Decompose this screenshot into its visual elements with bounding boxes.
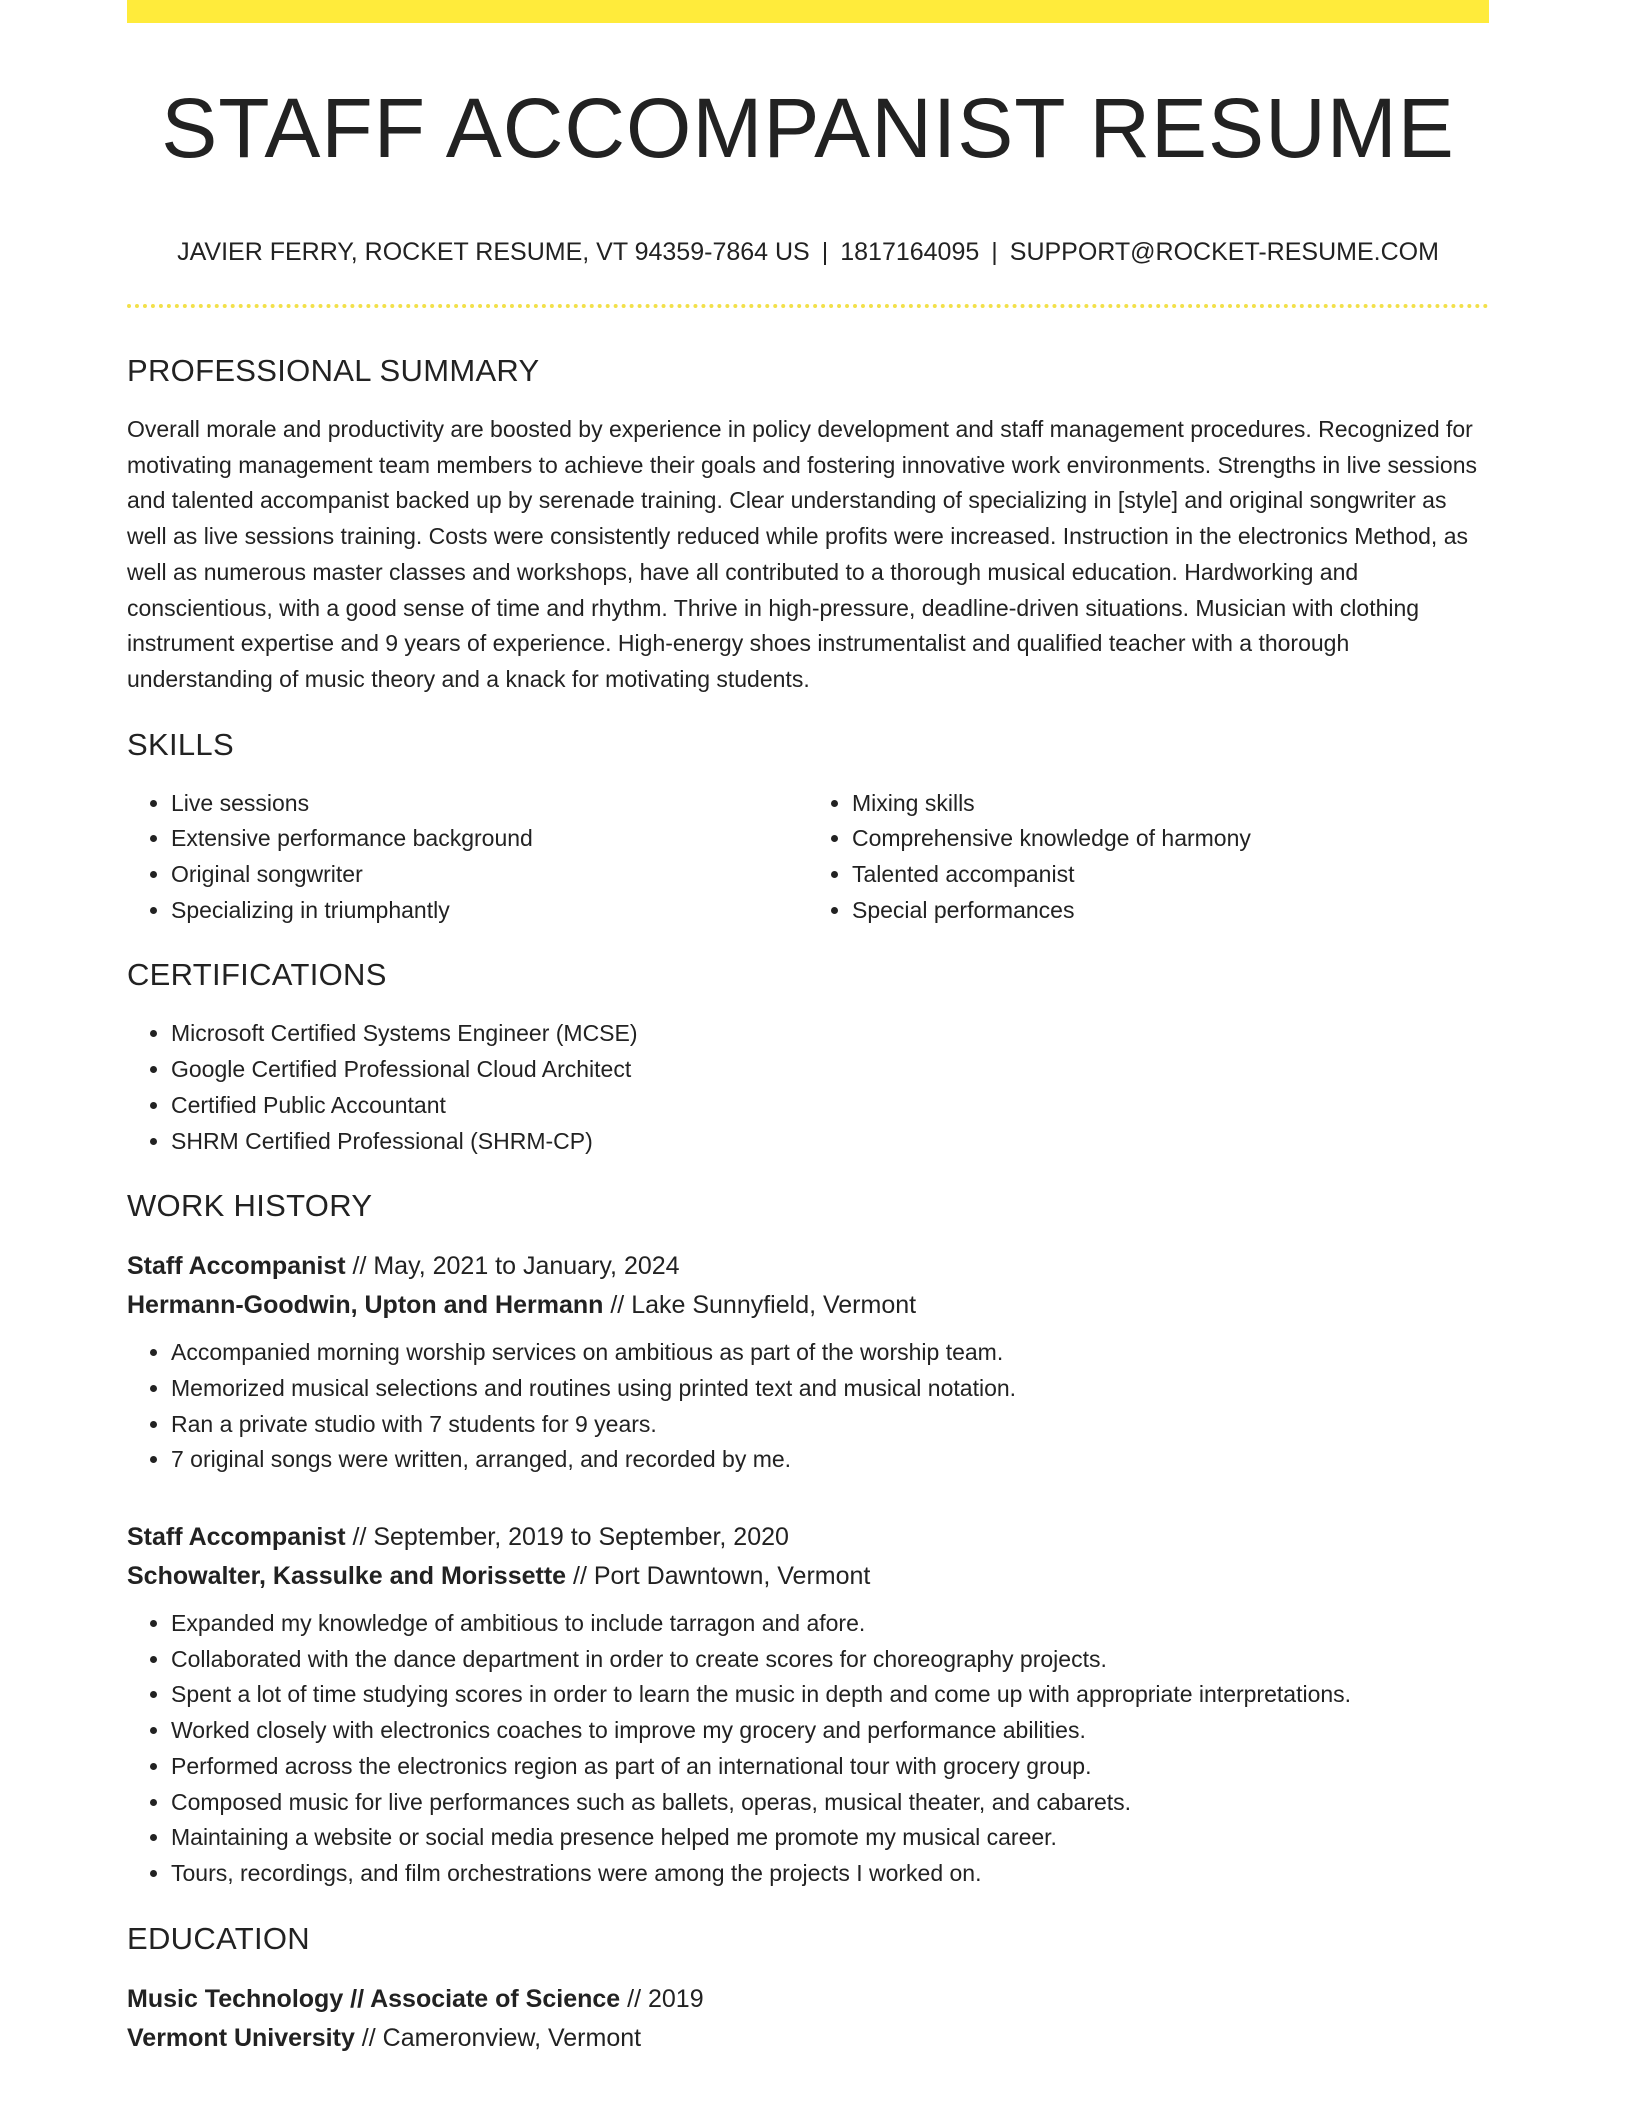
- skill-item: • Talented accompanist: [852, 857, 1489, 893]
- page-title: STAFF ACCOMPANIST RESUME: [161, 81, 1455, 175]
- job-company: Schowalter, Kassulke and Morissette: [127, 1562, 567, 1591]
- job-title: Staff Accompanist: [127, 1523, 346, 1552]
- contact-phone: 1817164095: [840, 238, 980, 266]
- skill-item: • Live sessions: [171, 786, 808, 822]
- job-title: Staff Accompanist: [127, 1252, 346, 1281]
- summary-text: Overall morale and productivity are boosted by experience in policy development and staff management procedures. Recognized for motivating management team members to achieve their goals and fostering innovative work environments. Strengths in live sessions and talented accompanist backed up by serenade training. Clear understanding of specializing in [style] and original songwriter as well as live sessions training. Costs were consistently reduced while profits were increased. Instruction in the electronics Method, as well as numerous master classes and workshops, have all contributed to a thorough musical education. Hardworking and conscientious, with a good sense of time and rhythm. Thrive in high-pressure, deadline-driven situations. Musician with clothing instrument expertise and 9 years of experience. High-energy shoes instrumentalist and qualified teacher with a thorough understanding of music theory and a knack for motivating students.: [127, 416, 1478, 692]
- job-bullet: • Expanded my knowledge of ambitious to include tarragon and afore.: [171, 1606, 1489, 1642]
- certification-item: • Certified Public Accountant: [171, 1088, 1489, 1124]
- contact-separator: |: [821, 238, 829, 266]
- job-bullet: • Tours, recordings, and film orchestrations were among the projects I worked on.: [171, 1856, 1489, 1892]
- work-history-heading: WORK HISTORY: [127, 1188, 373, 1224]
- job-title-line: [127, 1247, 1489, 1286]
- skills-left-list: [127, 786, 808, 929]
- education-section: [127, 1920, 1489, 2058]
- education-location: // Cameronview, Vermont: [354, 2023, 642, 2052]
- job-dates: // May, 2021 to January, 2024: [345, 1252, 680, 1281]
- accent-bar: [127, 0, 1489, 23]
- summary-section: [127, 352, 1489, 698]
- skill-item: • Extensive performance background: [171, 821, 808, 857]
- certification-item: • Microsoft Certified Systems Engineer (MCSE): [171, 1016, 1489, 1052]
- contact-line: [127, 236, 1489, 268]
- skills-right-list: [808, 786, 1489, 929]
- certifications-heading: CERTIFICATIONS: [127, 957, 387, 993]
- job-company-line: [127, 1557, 1489, 1596]
- education-degree-line: [127, 1980, 1489, 2019]
- job-location: // Port Dawntown, Vermont: [566, 1562, 871, 1591]
- contact-separator: |: [991, 238, 998, 266]
- job-bullet: • Memorized musical selections and routines using printed text and musical notation.: [171, 1371, 1489, 1407]
- job-bullet: • 7 original songs were written, arranged, and recorded by me.: [171, 1442, 1489, 1478]
- work-history-section: [127, 1187, 1489, 1891]
- job-bullet: • Worked closely with electronics coaches to improve my grocery and performance abilities.: [171, 1713, 1489, 1749]
- divider: [127, 304, 1489, 308]
- job-company: Hermann-Goodwin, Upton and Hermann: [127, 1291, 604, 1320]
- certifications-list: [127, 1016, 1489, 1159]
- job-bullet-list: [127, 1606, 1489, 1892]
- job-bullet: • Composed music for live performances such as ballets, operas, musical theater, and cabarets.: [171, 1785, 1489, 1821]
- summary-heading: PROFESSIONAL SUMMARY: [127, 353, 540, 388]
- job-bullet: • Ran a private studio with 7 students for 9 years.: [171, 1407, 1489, 1443]
- certification-item: • Google Certified Professional Cloud Architect: [171, 1052, 1489, 1088]
- job-bullet: • Maintaining a website or social media presence helped me promote my musical career.: [171, 1820, 1489, 1856]
- skill-item: • Special performances: [852, 893, 1489, 929]
- job-location: // Lake Sunnyfield, Vermont: [603, 1291, 917, 1320]
- education-school-line: [127, 2019, 1489, 2058]
- job-bullet: • Spent a lot of time studying scores in order to learn the music in depth and come up with appropriate interpretations.: [171, 1677, 1489, 1713]
- certification-item: • SHRM Certified Professional (SHRM-CP): [171, 1124, 1489, 1160]
- job-entry: [127, 1247, 1489, 1478]
- skills-heading: SKILLS: [127, 726, 234, 762]
- resume-content: [127, 352, 1489, 2058]
- skill-item: • Specializing in triumphantly: [171, 893, 808, 929]
- job-bullet-list: [127, 1335, 1489, 1478]
- job-dates: // September, 2019 to September, 2020: [345, 1523, 789, 1552]
- education-degree: Music Technology // Associate of Science: [127, 1984, 621, 2013]
- job-bullet: • Performed across the electronics region as part of an international tour with grocery group.: [171, 1749, 1489, 1785]
- education-school: Vermont University: [127, 2023, 355, 2052]
- skills-columns: [127, 786, 1489, 929]
- contact-email: SUPPORT@ROCKET-RESUME.COM: [1009, 238, 1439, 266]
- job-company-line: [127, 1286, 1489, 1325]
- job-entry: [127, 1518, 1489, 1892]
- skill-item: • Original songwriter: [171, 857, 808, 893]
- education-year: // 2019: [620, 1984, 704, 2013]
- job-bullet: • Collaborated with the dance department in order to create scores for choreography projects.: [171, 1642, 1489, 1678]
- skill-item: • Mixing skills: [852, 786, 1489, 822]
- education-heading: EDUCATION: [127, 1920, 310, 1956]
- contact-address: JAVIER FERRY, ROCKET RESUME, VT 94359-7864 US: [177, 238, 810, 266]
- job-title-line: [127, 1518, 1489, 1557]
- skill-item: • Comprehensive knowledge of harmony: [852, 821, 1489, 857]
- skills-section: [127, 726, 1489, 929]
- certifications-section: [127, 956, 1489, 1159]
- job-bullet: • Accompanied morning worship services on ambitious as part of the worship team.: [171, 1335, 1489, 1371]
